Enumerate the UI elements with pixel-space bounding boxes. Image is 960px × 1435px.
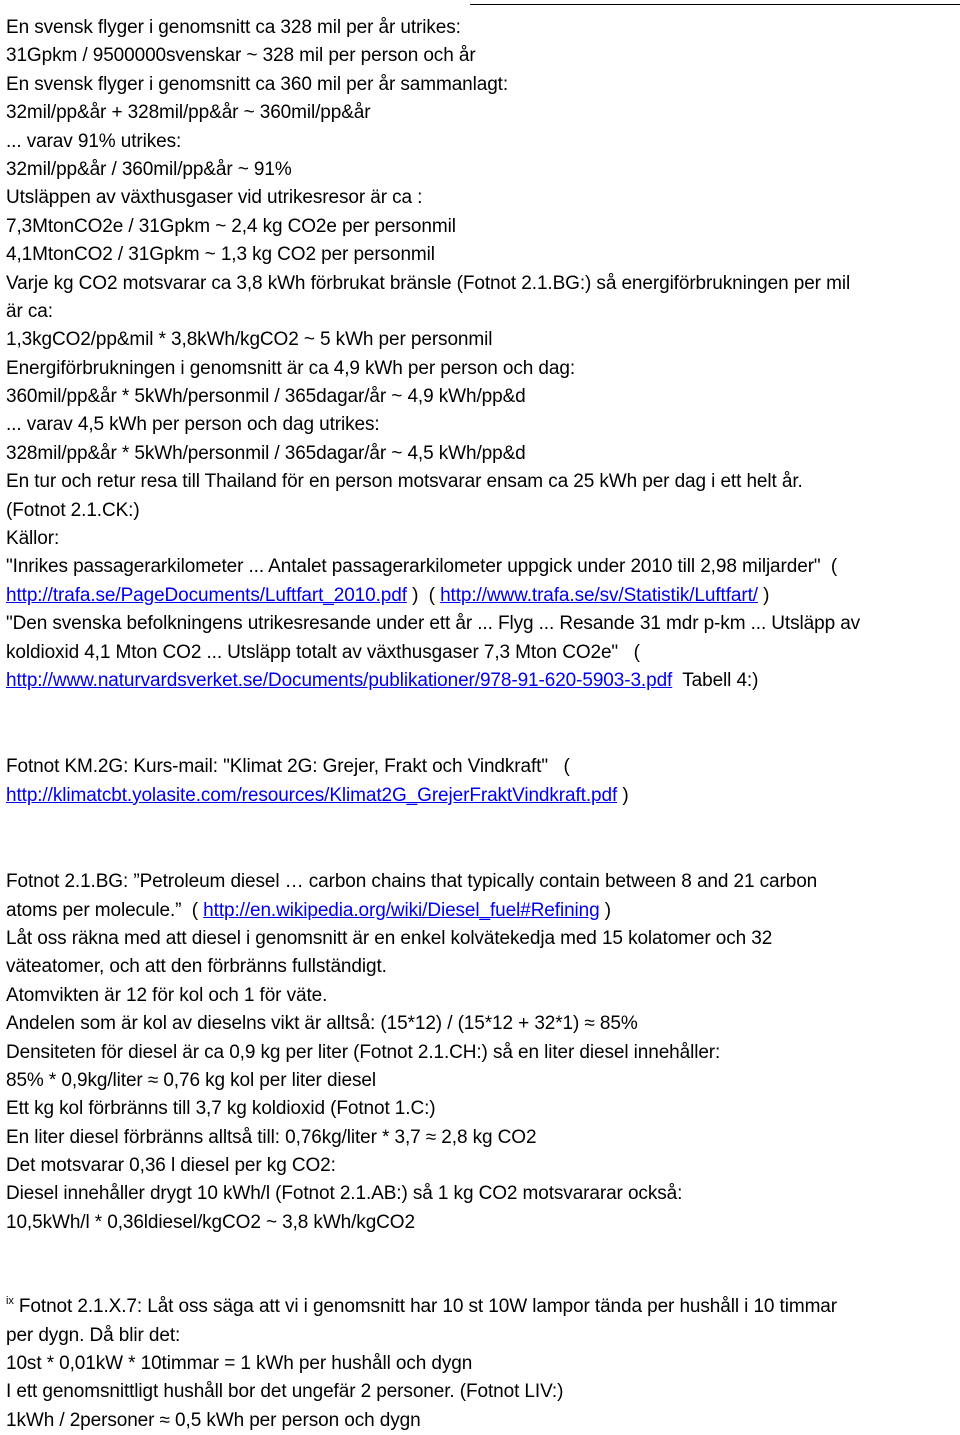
text-line: är ca: xyxy=(6,300,53,322)
text-line: ... varav 4,5 kWh per person och dag utrikes: xyxy=(6,414,380,436)
footnote-line: Fotnot 2.1.BG: ”Petroleum diesel … carbon chains that typically contain between 8 and 21 carbon xyxy=(6,871,818,893)
text-line: 10st * 0,01kW * 10timmar = 1 kWh per hushåll och dygn xyxy=(6,1353,473,1375)
text-line: Det motsvarar 0,36 l diesel per kg CO2: xyxy=(6,1155,336,1177)
text-line: Diesel innehåller drygt 10 kWh/l (Fotnot 2.1.AB:) så 1 kg CO2 motsvararar också: xyxy=(6,1183,683,1205)
footnote-text: Fotnot 2.1.X.7: Låt oss säga att vi i genomsnitt har 10 st 10W lampor tända per hushåll i 10 timmar xyxy=(13,1296,838,1318)
text-line: En svensk flyger i genomsnitt ca 360 mil per år sammanlagt: xyxy=(6,73,509,95)
spacer xyxy=(6,810,954,868)
text-line: 85% * 0,9kg/liter ≈ 0,76 kg kol per liter diesel xyxy=(6,1069,376,1091)
link-close: ) xyxy=(617,784,629,806)
text-line: 10,5kWh/l * 0,36ldiesel/kgCO2 ~ 3,8 kWh/kgCO2 xyxy=(6,1211,415,1233)
link-close: ) xyxy=(757,584,770,606)
text-line: En liter diesel förbränns alltså till: 0,76kg/liter * 3,7 ≈ 2,8 kg CO2 xyxy=(6,1126,537,1148)
footnote-link-line xyxy=(6,897,954,925)
text-line: Utsläppen av växthusgaser vid utrikesresor är ca : xyxy=(6,187,423,209)
sources-heading: Källor: xyxy=(6,528,60,550)
footnote-line xyxy=(6,1293,954,1321)
flight-calculation-section xyxy=(6,14,954,695)
source-links-line xyxy=(6,667,954,695)
text-line: En svensk flyger i genomsnitt ca 328 mil per år utrikes: xyxy=(6,17,461,38)
source-citation: "Inrikes passagerarkilometer ... Antalet passagerarkilometer uppgick under 2010 till 2,98 miljarder" ( xyxy=(6,556,838,578)
source-citation: koldioxid 4,1 Mton CO2 ... Utsläpp totalt av växthusgaser 7,3 Mton CO2e" ( xyxy=(6,641,640,663)
header-rule xyxy=(470,4,960,5)
source-citation: "Den svenska befolkningens utrikesresande under ett år ... Flyg ... Resande 31 mdr p-km ... Utsläpp av xyxy=(6,613,861,635)
wikipedia-diesel-link[interactable]: http://en.wikipedia.org/wiki/Diesel_fuel#Refining xyxy=(203,899,600,921)
text-line: 328mil/pp&år * 5kWh/personmil / 365dagar/år ~ 4,5 kWh/pp&d xyxy=(6,442,526,464)
text-line: Energiförbrukningen i genomsnitt är ca 4,9 kWh per person och dag: xyxy=(6,357,576,379)
text-line: ... varav 91% utrikes: xyxy=(6,130,182,152)
link-close: ) xyxy=(599,899,612,921)
klimatcbt-pdf-link[interactable]: http://klimatcbt.yolasite.com/resources/Klimat2G_GrejerFraktVindkraft.pdf xyxy=(6,784,618,806)
footnote-line: Fotnot KM.2G: Kurs-mail: "Klimat 2G: Grejer, Frakt och Vindkraft" ( xyxy=(6,756,570,778)
text-line: Ett kg kol förbränns till 3,7 kg koldioxid (Fotnot 1.C:) xyxy=(6,1098,436,1120)
source-links-line xyxy=(6,582,954,610)
text-line: 31Gpkm / 9500000svenskar ~ 328 mil per person och år xyxy=(6,45,476,67)
naturvardsverket-pdf-link[interactable]: http://www.naturvardsverket.se/Documents/publikationer/978-91-620-5903-3.pdf xyxy=(6,669,673,691)
text-line: per dygn. Då blir det: xyxy=(6,1324,181,1346)
table-reference: Tabell 4:) xyxy=(672,669,759,691)
text-line: En tur och retur resa till Thailand för en person motsvarar ensam ca 25 kWh per dag i ett helt år. xyxy=(6,471,803,493)
footnote-marker: ix xyxy=(6,1295,14,1308)
text-line: (Fotnot 2.1.CK:) xyxy=(6,499,140,521)
text-line: I ett genomsnittligt hushåll bor det ungefär 2 personer. (Fotnot LIV:) xyxy=(6,1381,564,1403)
spacer xyxy=(6,1237,954,1293)
footnote-link-line xyxy=(6,782,954,810)
text-line: Varje kg CO2 motsvarar ca 3,8 kWh förbrukat bränsle (Fotnot 2.1.BG:) så energiförbrukningen per mil xyxy=(6,272,851,294)
text-line: 1,3kgCO2/pp&mil * 3,8kWh/kgCO2 ~ 5 kWh per personmil xyxy=(6,329,493,351)
text-line: 32mil/pp&år / 360mil/pp&år ~ 91% xyxy=(6,158,292,180)
text-line: 360mil/pp&år * 5kWh/personmil / 365dagar/år ~ 4,9 kWh/pp&d xyxy=(6,386,526,408)
text-line: 32mil/pp&år + 328mil/pp&år ~ 360mil/pp&år xyxy=(6,102,371,124)
text-line: Atomvikten är 12 för kol och 1 för väte. xyxy=(6,984,328,1006)
trafa-pdf-link[interactable]: http://trafa.se/PageDocuments/Luftfart_2010.pdf xyxy=(6,584,407,606)
text-line: Låt oss räkna med att diesel i genomsnitt är en enkel kolvätekedja med 15 kolatomer och 32 xyxy=(6,927,773,949)
link-separator: ) ( xyxy=(406,584,441,606)
footnote-2-1-bg xyxy=(6,868,954,1237)
text-line: Andelen som är kol av dieselns vikt är alltså: (15*12) / (15*12 + 32*1) ≈ 85% xyxy=(6,1013,638,1035)
text-line: 7,3MtonCO2e / 31Gpkm ~ 2,4 kg CO2e per personmil xyxy=(6,215,456,237)
document-body xyxy=(6,14,954,1435)
footnote-km2g xyxy=(6,753,954,810)
text-line: 1kWh / 2personer ≈ 0,5 kWh per person och dygn xyxy=(6,1409,421,1431)
spacer xyxy=(6,695,954,753)
quote-end: atoms per molecule.” ( xyxy=(6,899,204,921)
text-line: 4,1MtonCO2 / 31Gpkm ~ 1,3 kg CO2 per personmil xyxy=(6,244,435,266)
footnote-2-1-x-7 xyxy=(6,1293,954,1435)
text-line: väteatomer, och att den förbränns fullständigt. xyxy=(6,956,387,978)
trafa-statistik-link[interactable]: http://www.trafa.se/sv/Statistik/Luftfart/ xyxy=(440,584,758,606)
text-line: Densiteten för diesel är ca 0,9 kg per liter (Fotnot 2.1.CH:) så en liter diesel innehåller: xyxy=(6,1041,721,1063)
